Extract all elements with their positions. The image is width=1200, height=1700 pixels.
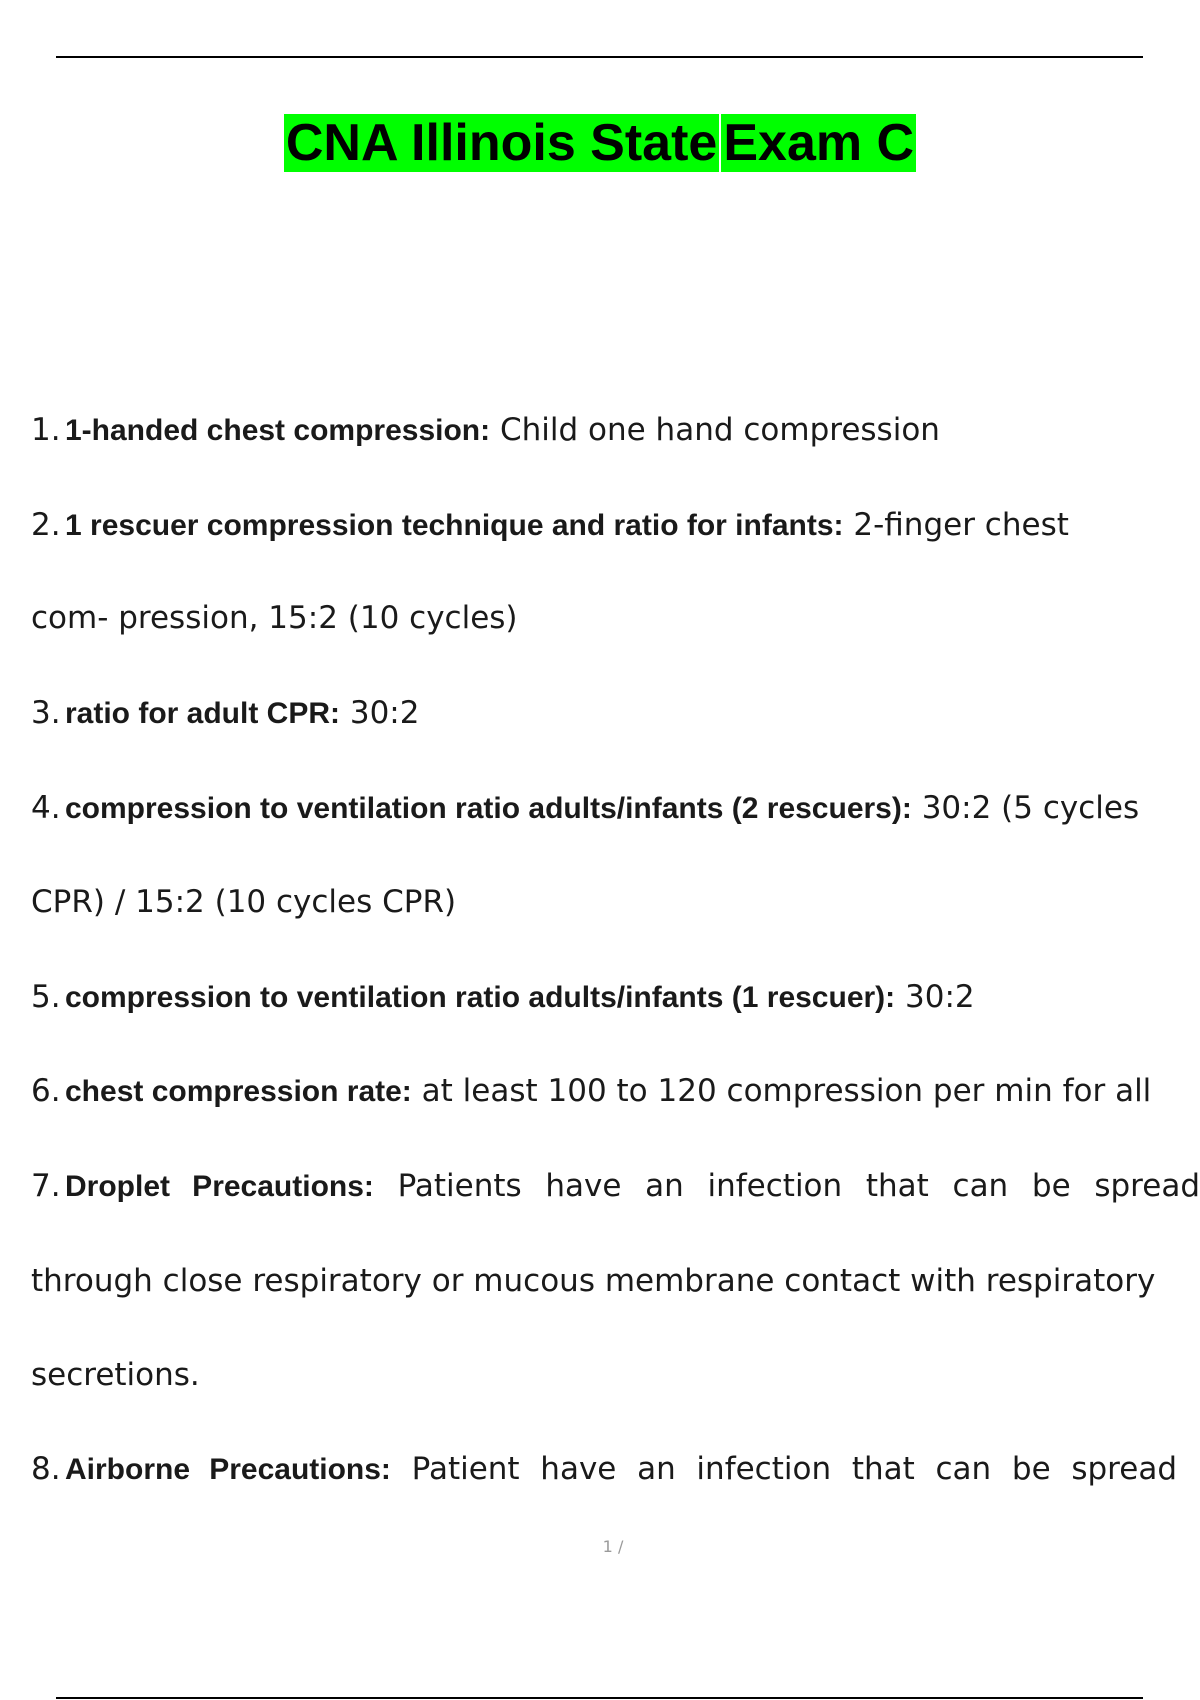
- item-definition-continuation: secretions.: [31, 1357, 200, 1393]
- item-definition: 2-finger chest: [853, 507, 1069, 543]
- list-item-4: [31, 773, 1139, 843]
- list-item-8: [31, 1434, 1177, 1504]
- item-number: 4.: [31, 790, 61, 826]
- item-definition-continuation: CPR) / 15:2 (10 cycles CPR): [31, 884, 457, 920]
- item-definition-continuation: through close respiratory or mucous membrane contact with respiratory: [31, 1263, 1156, 1299]
- list-item-7-continuation-2: [31, 1340, 200, 1410]
- item-number: 8.: [31, 1451, 61, 1487]
- list-item-7: [31, 1151, 1200, 1221]
- item-definition: 30:2: [349, 695, 420, 731]
- title-block: [0, 110, 1200, 176]
- item-term: chest compression rate:: [65, 1075, 412, 1108]
- item-definition: Patients have an infection that can be spread: [397, 1168, 1200, 1204]
- list-item-5: [31, 962, 975, 1032]
- title-highlight-part-2: Exam C: [723, 114, 915, 172]
- item-number: 3.: [31, 695, 61, 731]
- item-term: 1 rescuer compression technique and ratio for infants:: [65, 509, 844, 542]
- item-definition: Patient have an infection that can be spread: [411, 1451, 1177, 1487]
- item-number: 7.: [31, 1168, 61, 1204]
- item-definition: 30:2: [905, 979, 975, 1015]
- list-item-3: [31, 678, 419, 748]
- item-term: Airborne Precautions:: [65, 1453, 391, 1486]
- list-item-2: [31, 490, 1069, 560]
- item-term: ratio for adult CPR:: [65, 697, 340, 730]
- bottom-rule: [56, 1697, 1143, 1699]
- item-definition-continuation: com- pression, 15:2 (10 cycles): [31, 600, 518, 636]
- document-title: [282, 110, 918, 176]
- item-definition: Child one hand compression: [499, 412, 940, 448]
- item-number: 1.: [31, 412, 61, 448]
- item-definition: 30:2 (5 cycles: [921, 790, 1140, 826]
- item-number: 6.: [31, 1073, 61, 1109]
- item-term: Droplet Precautions:: [65, 1170, 374, 1203]
- list-item-7-continuation-1: [31, 1246, 1155, 1316]
- list-item-4-continuation: [31, 867, 456, 937]
- item-number: 5.: [31, 979, 61, 1015]
- top-rule: [56, 56, 1143, 58]
- item-term: 1-handed chest compression:: [65, 414, 491, 447]
- list-item-1: [31, 395, 940, 465]
- list-item-6: [31, 1056, 1151, 1126]
- title-highlight-part-1: CNA Illinois State: [285, 114, 718, 172]
- item-number: 2.: [31, 507, 61, 543]
- item-term: compression to ventilation ratio adults/infants (2 rescuers):: [65, 792, 912, 825]
- list-item-2-continuation: [31, 583, 518, 653]
- item-definition: at least 100 to 120 compression per min for all: [421, 1073, 1152, 1109]
- page-number: 1 /: [602, 1537, 624, 1556]
- item-term: compression to ventilation ratio adults/infants (1 rescuer):: [65, 981, 896, 1014]
